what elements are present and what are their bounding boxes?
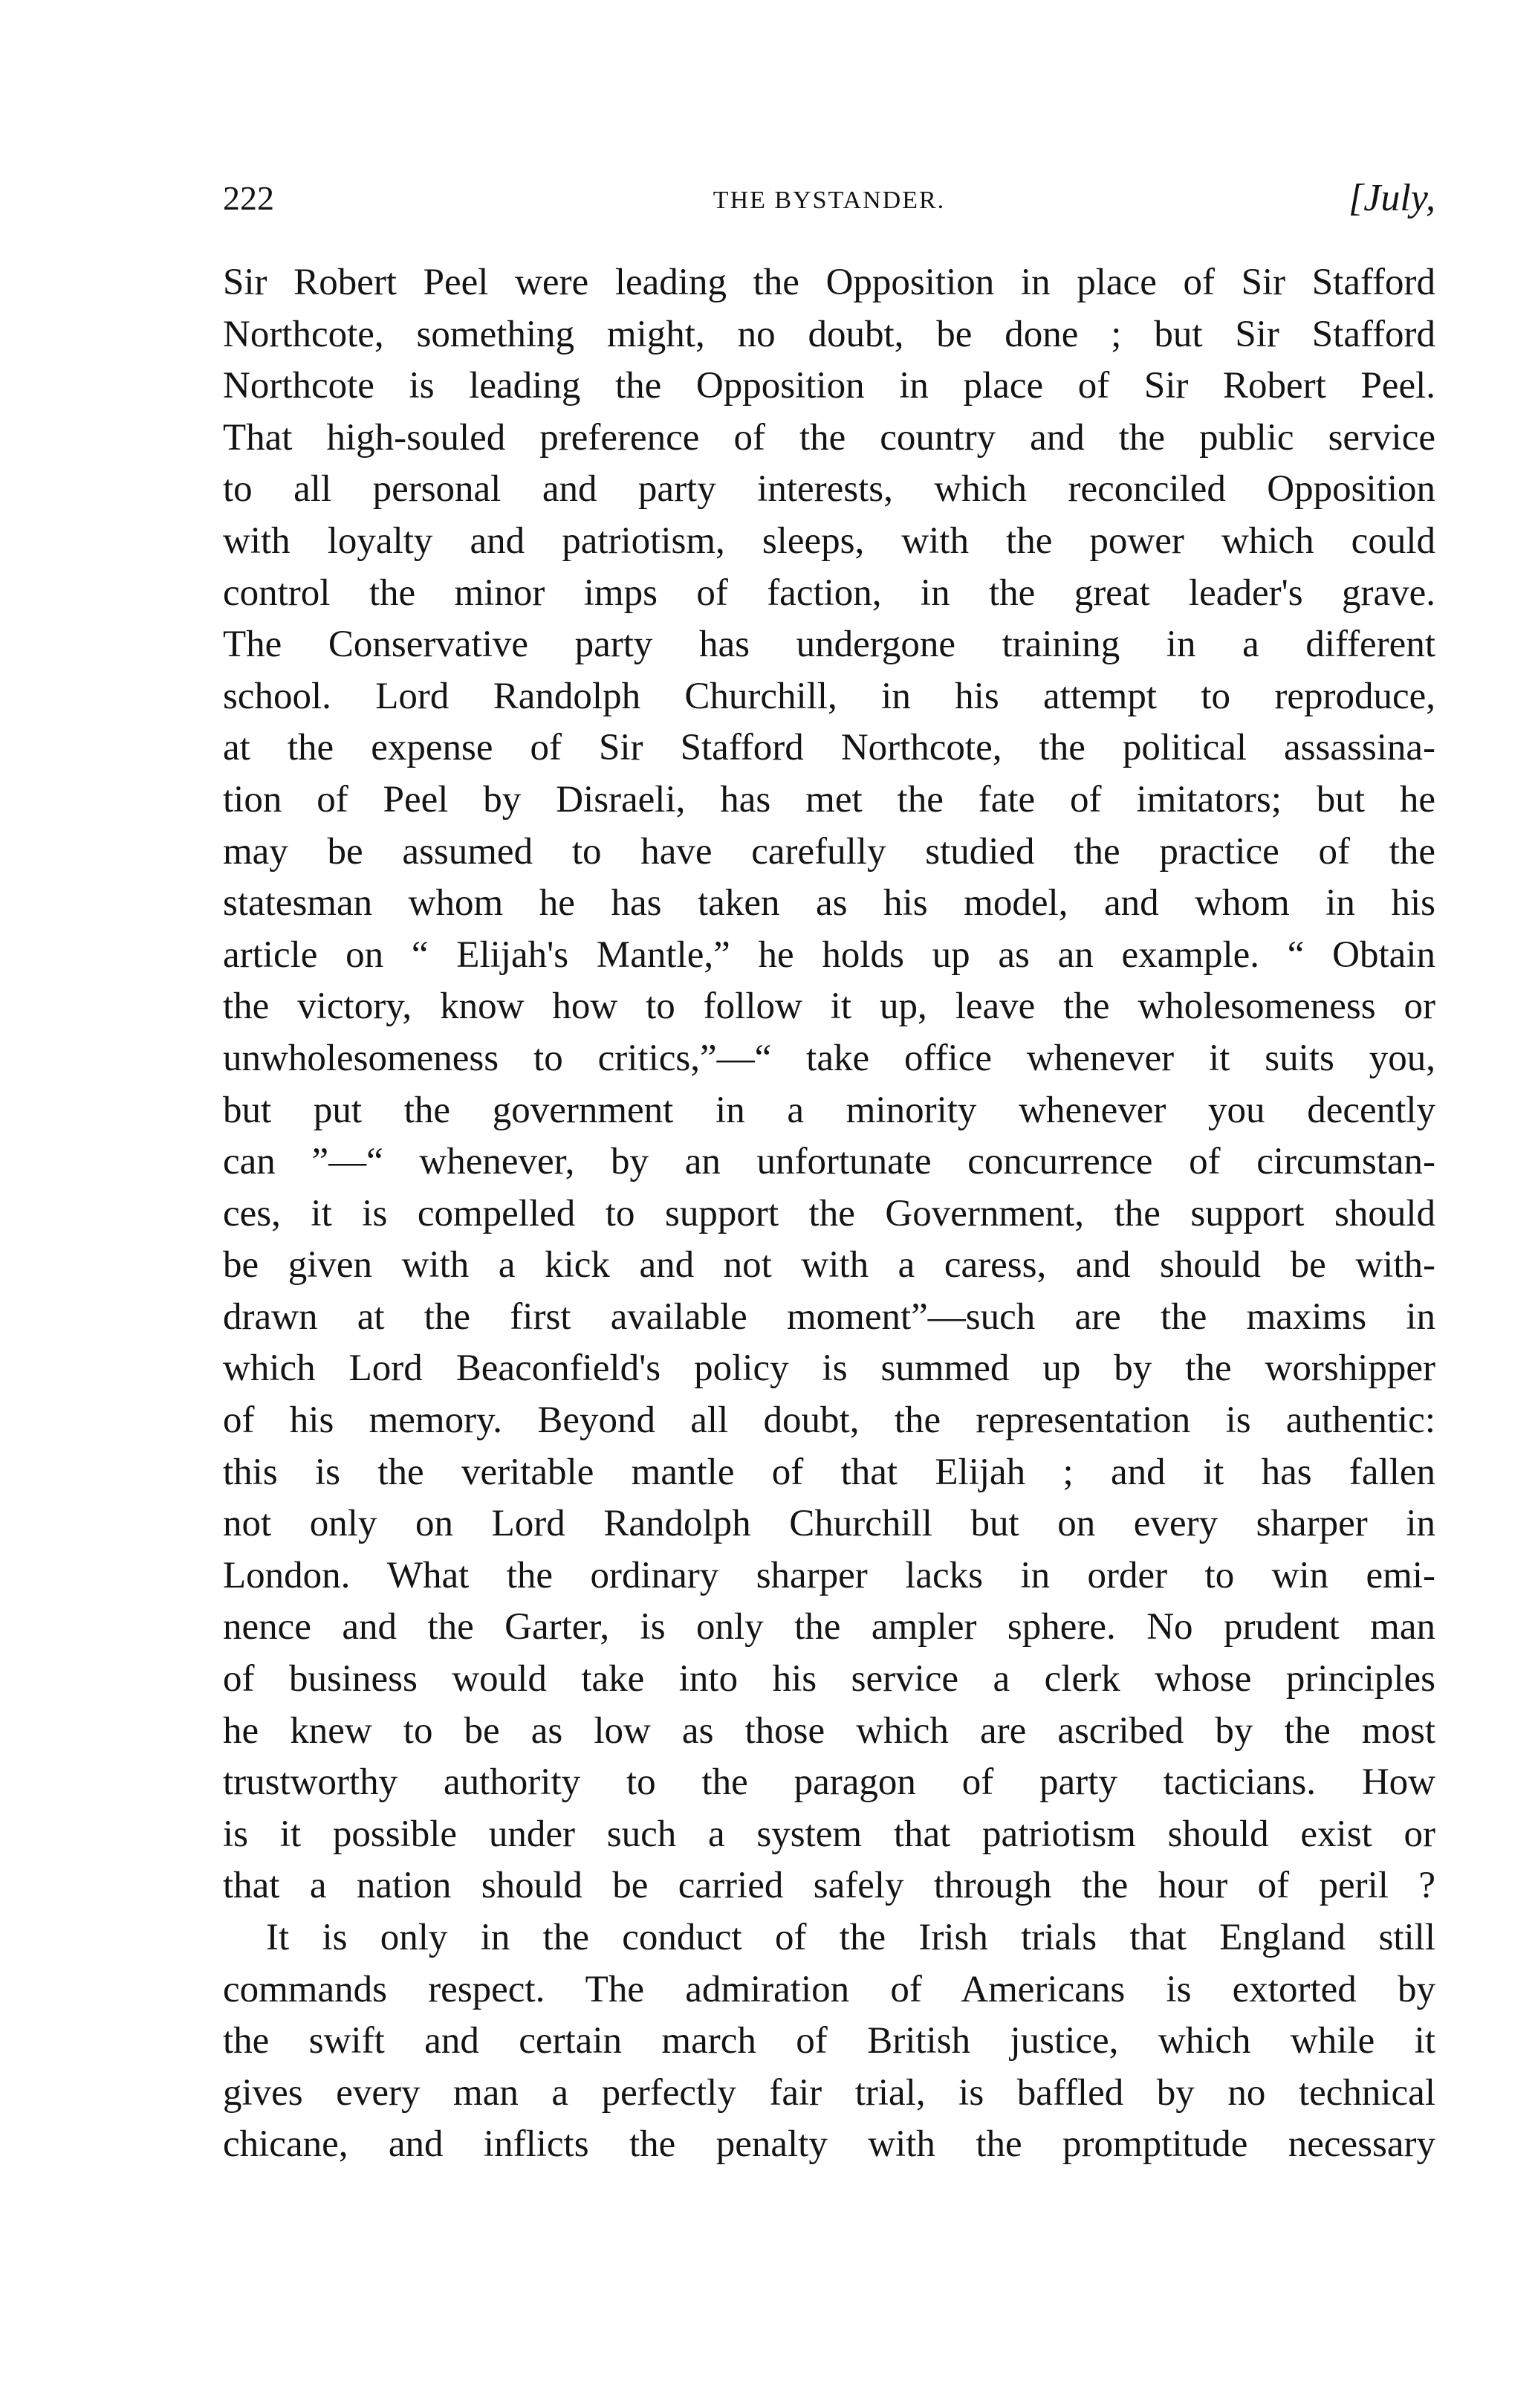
text-line: nence and the Garter, is only the ampler sphere. No prudent man	[223, 1606, 1435, 1648]
text-line: school. Lord Randolph Churchill, in his attempt to reproduce,	[223, 675, 1435, 717]
paragraph-first-line: It is only in the conduct of the Irish trials that England still	[266, 1917, 1435, 1958]
text-line: drawn at the first available moment”—such are the maxims in	[223, 1295, 1435, 1338]
text-line: that a nation should be carried safely through the hour of peril ?	[223, 1865, 1435, 1907]
text-line: can ”—“ whenever, by an unfortunate concurrence of circumstan-	[223, 1141, 1435, 1183]
text-line: the victory, know how to follow it up, leave the wholesomeness or	[223, 985, 1435, 1028]
text-line: unwholesomeness to critics,”—“ take office whenever it suits you,	[223, 1037, 1435, 1079]
text-line: That high-souled preference of the country and the public service	[223, 416, 1435, 459]
body-text	[223, 257, 1435, 2171]
text-line: Northcote, something might, no doubt, be done ; but Sir Stafford	[223, 313, 1435, 355]
text-line: of his memory. Beyond all doubt, the representation is authentic:	[223, 1399, 1435, 1442]
text-line: which Lord Beaconfield's policy is summed up by the worshipper	[223, 1347, 1435, 1390]
text-line: at the expense of Sir Stafford Northcote, the political assassina-	[223, 727, 1435, 769]
text-line: commands respect. The admiration of Americans is extorted by	[223, 1968, 1435, 2010]
text-line: Northcote is leading the Opposition in place of Sir Robert Peel.	[223, 365, 1435, 407]
text-line: gives every man a perfectly fair trial, is baffled by no technical	[223, 2071, 1435, 2114]
text-line: statesman whom he has taken as his model, and whom in his	[223, 882, 1435, 925]
text-line: of business would take into his service a clerk whose principles	[223, 1658, 1435, 1700]
text-line: trustworthy authority to the paragon of party tacticians. How	[223, 1761, 1435, 1804]
text-line: may be assumed to have carefully studied the practice of the	[223, 830, 1435, 873]
text-line: article on “ Elijah's Mantle,” he holds up as an example. “ Obtain	[223, 933, 1435, 976]
text-line: London. What the ordinary sharper lacks in order to win emi-	[223, 1554, 1435, 1596]
text-line: is it possible under such a system that patriotism should exist or	[223, 1813, 1435, 1855]
running-head	[223, 172, 1435, 224]
text-line: The Conservative party has undergone training in a different	[223, 624, 1435, 666]
running-date: [July,	[1349, 177, 1435, 219]
text-line: control the minor imps of faction, in the great leader's grave.	[223, 572, 1435, 614]
text-line: tion of Peel by Disraeli, has met the fate of imitators; but he	[223, 778, 1435, 821]
text-line: this is the veritable mantle of that Elijah ; and it has fallen	[223, 1451, 1435, 1493]
running-title: THE BYSTANDER.	[713, 187, 946, 214]
text-line: be given with a kick and not with a caress, and should be with-	[223, 1244, 1435, 1286]
text-line: chicane, and inflicts the penalty with the promptitude necessary	[223, 2123, 1435, 2166]
text-line: ces, it is compelled to support the Government, the support should	[223, 1192, 1435, 1234]
text-line: Sir Robert Peel were leading the Opposition in place of Sir Stafford	[223, 262, 1435, 303]
text-line: but put the government in a minority whenever you decently	[223, 1089, 1435, 1131]
page-number: 222	[223, 179, 274, 217]
text-line: not only on Lord Randolph Churchill but on every sharper in	[223, 1503, 1435, 1545]
text-line: the swift and certain march of British justice, which while it	[223, 2020, 1435, 2062]
text-line: with loyalty and patriotism, sleeps, with the power which could	[223, 520, 1435, 562]
text-line: he knew to be as low as those which are ascribed by the most	[223, 1709, 1435, 1752]
text-line: to all personal and party interests, which reconciled Opposition	[223, 468, 1435, 511]
